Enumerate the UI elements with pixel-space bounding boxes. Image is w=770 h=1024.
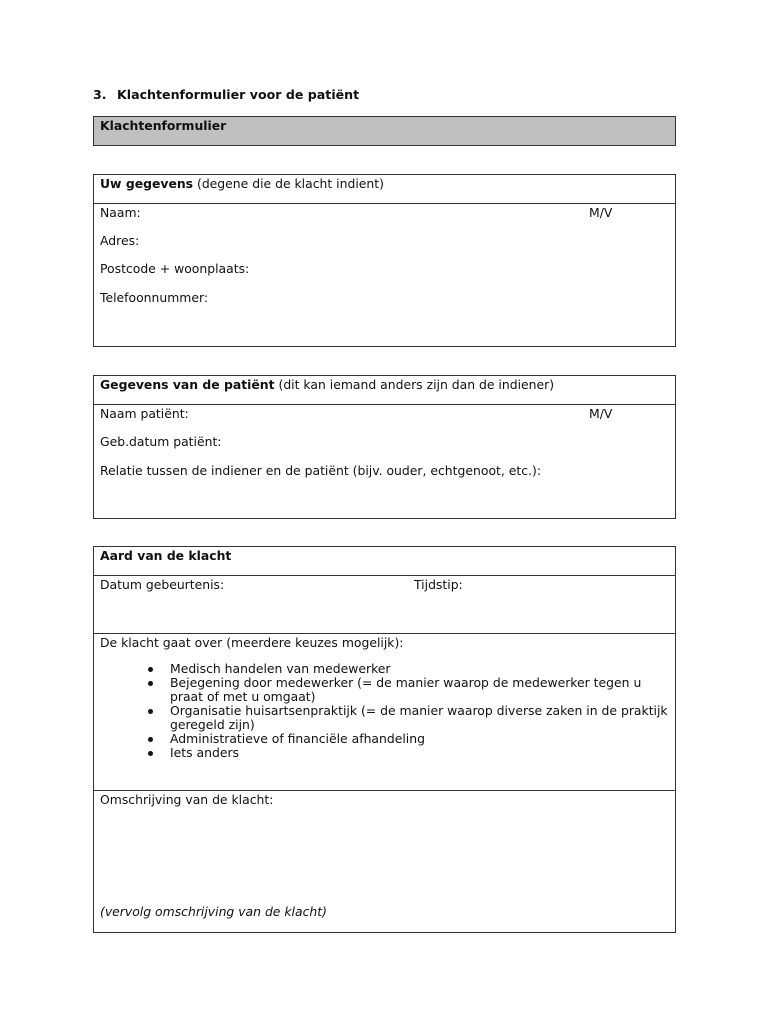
patient-fields: [94, 404, 675, 518]
option-administratief[interactable]: Administratieve of financiële afhandeling: [142, 732, 672, 746]
gender-field[interactable]: M/V: [589, 205, 613, 220]
option-medisch[interactable]: Medisch handelen van medewerker: [142, 662, 672, 676]
patient-title: Gegevens van de patiënt: [100, 377, 275, 392]
form-banner: [93, 116, 676, 146]
option-iets-anders[interactable]: Iets anders: [142, 746, 672, 760]
option-bejegening[interactable]: Bejegening door medewerker (= de manier waarop de medewerker tegen u praat of met u omgaat): [142, 676, 672, 704]
form-banner-title: Klachtenformulier: [100, 118, 227, 133]
klacht-title: Aard van de klacht: [100, 548, 232, 563]
klacht-box: [93, 546, 676, 933]
postcode-field[interactable]: Postcode + woonplaats:: [100, 261, 250, 276]
klacht-options-list: [142, 662, 672, 760]
uw-gegevens-box: [93, 174, 676, 347]
gebdatum-field[interactable]: Geb.datum patiënt:: [100, 434, 222, 449]
omschrijving-label[interactable]: Omschrijving van de klacht:: [100, 792, 274, 807]
uw-gegevens-header: [94, 175, 675, 203]
klacht-options-row: [94, 633, 675, 790]
patient-subtitle: (dit kan iemand anders zijn dan de indiener): [274, 377, 555, 392]
telefoon-field[interactable]: Telefoonnummer:: [100, 290, 209, 305]
omschrijving-row: [94, 790, 675, 932]
patient-box: [93, 375, 676, 519]
option-organisatie[interactable]: Organisatie huisartsenpraktijk (= de manier waarop diverse zaken in de praktijk geregeld zijn): [142, 704, 672, 732]
uw-gegevens-fields: [94, 203, 675, 346]
section-heading: [93, 87, 359, 102]
datum-row: [94, 575, 675, 633]
tijdstip-field[interactable]: Tijdstip:: [414, 577, 463, 592]
adres-field[interactable]: Adres:: [100, 233, 140, 248]
patient-gender-field[interactable]: M/V: [589, 406, 613, 421]
naam-patient-field[interactable]: Naam patiënt:: [100, 406, 189, 421]
uw-gegevens-title: Uw gegevens: [100, 176, 194, 191]
naam-field[interactable]: Naam:: [100, 205, 141, 220]
vervolg-label: (vervolg omschrijving van de klacht): [100, 904, 327, 919]
patient-header: [94, 376, 675, 404]
relatie-field[interactable]: Relatie tussen de indiener en de patiënt (bijv. ouder, echtgenoot, etc.):: [100, 463, 541, 478]
klacht-header: [94, 547, 675, 575]
klacht-gaat-over-label: De klacht gaat over (meerdere keuzes mogelijk):: [100, 635, 404, 650]
section-title: Klachtenformulier voor de patiënt: [117, 87, 360, 102]
section-number: 3.: [93, 87, 107, 102]
datum-field[interactable]: Datum gebeurtenis:: [100, 577, 225, 592]
uw-gegevens-subtitle: (degene die de klacht indient): [193, 176, 384, 191]
